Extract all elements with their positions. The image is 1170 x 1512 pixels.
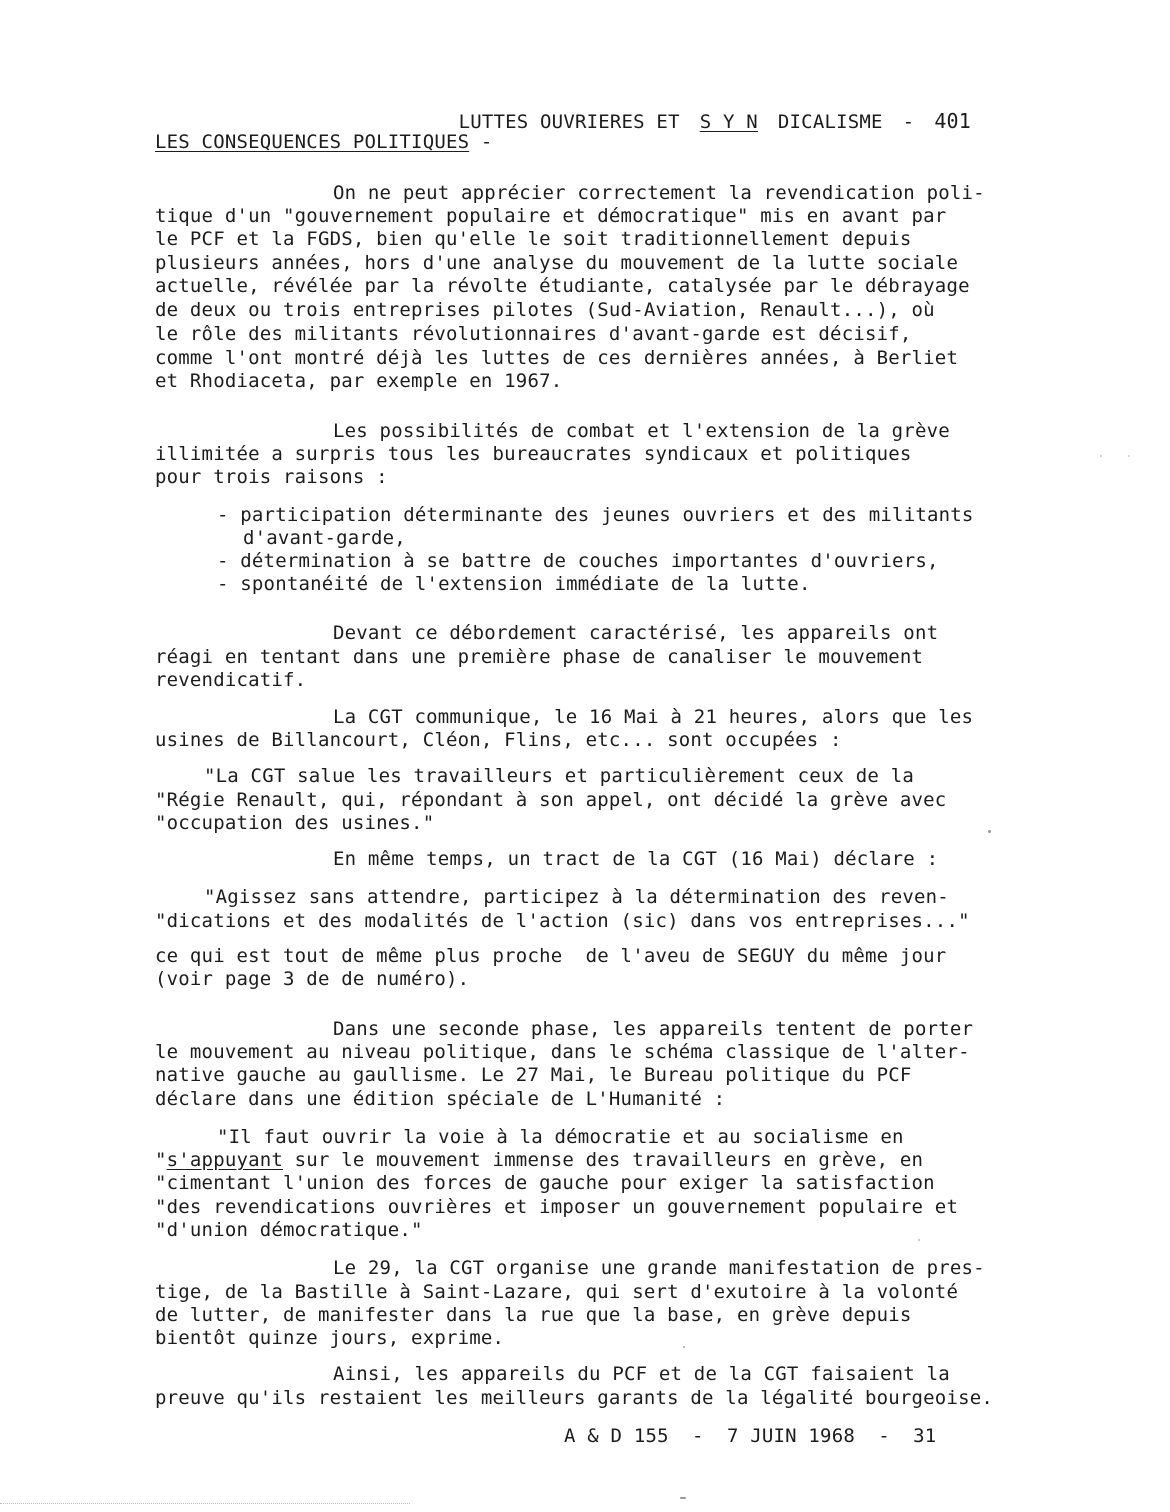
text-line: revendicatif. [155,669,307,691]
scan-speck [918,1239,920,1241]
quote-line: "Il faut ouvrir la voie à la démocratie et au socialisme en [217,1126,904,1148]
header-title-part1: LUTTES OUVRIERES ET [458,111,680,133]
list-item-continuation: d'avant-garde, [243,527,406,549]
text-line: tige, de la Bastille à Saint-Lazare, qui sert d'exutoire à la volonté [155,1281,959,1303]
header-title-part2: S Y N [699,111,758,133]
quote-line: "occupation des usines." [155,812,435,834]
text-line: tique d'un "gouvernement populaire et démocratique" mis en avant par [155,205,947,227]
text-line: le rôle des militants révolutionnaires d'avant-garde est décisif, [155,323,912,345]
quote-line: "dications et des modalités de l'action (sic) dans vos entreprises..." [155,910,970,932]
quote-line-rest: sur le mouvement immense des travailleurs en grève, en [283,1149,924,1171]
section-title-suffix: - [469,131,493,153]
quote-line: "Agissez sans attendre, participez à la détermination des reven- [204,886,949,908]
header-dash: - [902,111,915,133]
text-line: (voir page 3 de de numéro). [155,968,470,990]
quote-line: "Régie Renault, qui, répondant à son appel, ont décidé la grève avec [155,789,947,811]
quote-line: "cimentant l'union des forces de gauche pour exiger la satisfaction [155,1172,935,1194]
text-line: le mouvement au niveau politique, dans le schéma classique de l'alter- [155,1041,970,1063]
text-line: le PCF et la FGDS, bien qu'elle le soit traditionnellement depuis [155,228,912,250]
text-line: illimitée a surpris tous les bureaucrates syndicaux et politiques [155,443,912,465]
text-line: Dans une seconde phase, les appareils tentent de porter [333,1018,974,1040]
text-line: pour trois raisons : [155,466,388,488]
underlined-word: s'appuyant [166,1149,284,1171]
text-line: de deux ou trois entreprises pilotes (Sud-Aviation, Renault...), où [155,299,935,321]
text-line: et Rhodiaceta, par exemple en 1967. [155,370,563,392]
section-title: LES CONSEQUENCES POLITIQUES [155,131,470,153]
text-line: preuve qu'ils restaient les meilleurs garants de la légalité bourgeoise. [155,1387,994,1409]
text-line: comme l'ont montré déjà les luttes de ces dernières années, à Berliet [155,347,959,369]
text-line: On ne peut apprécier correctement la revendication poli- [333,182,985,204]
quote-line: "La CGT salue les travailleurs et particulièrement ceux de la [204,765,914,787]
header-page-number: 401 [934,109,972,133]
running-header [412,87,971,157]
header-title-part3: DICALISME [777,111,883,133]
list-item: - spontanéité de l'extension immédiate de la lutte. [217,573,811,595]
scan-speck [988,830,991,833]
quote-line: "des revendications ouvrières et imposer un gouvernement populaire et [155,1196,959,1218]
text-line: de lutter, de manifester dans la rue que la base, en grève depuis [155,1304,912,1326]
text-line: Le 29, la CGT organise une grande manifestation de pres- [333,1257,985,1279]
text-line: réagi en tentant dans une première phase de canaliser le mouvement [155,646,924,668]
list-item: - participation déterminante des jeunes ouvriers et des militants [217,504,974,526]
text-line: actuelle, révélée par la révolte étudiante, catalysée par le débrayage [155,275,970,297]
scan-speck [1100,455,1102,457]
scan-speck [680,1497,686,1499]
text-line: bientôt quinze jours, exprime. [155,1327,505,1349]
list-item: - détermination à se battre de couches importantes d'ouvriers, [217,550,939,572]
page-footer: A & D 155 - 7 JUIN 1968 - 31 [564,1425,937,1447]
text-line: La CGT communique, le 16 Mai à 21 heures, alors que les [333,706,974,728]
scan-speck [683,1346,685,1348]
quote-line [155,1149,923,1172]
scan-edge-dots [0,1503,410,1504]
text-line: Les possibilités de combat et l'extension de la grève [333,420,950,442]
text-line: ce qui est tout de même plus proche de l'aveu de SEGUY du même jour [155,945,947,967]
text-line: Ainsi, les appareils du PCF et de la CGT faisaient la [333,1363,950,1385]
quote-open-mark: " [155,1149,167,1171]
text-line: Devant ce débordement caractérisé, les appareils ont [333,622,939,644]
quote-line: "d'union démocratique." [155,1219,423,1241]
scan-speck [1128,455,1130,457]
text-line: déclare dans une édition spéciale de L'Humanité : [155,1088,726,1110]
text-line: plusieurs années, hors d'une analyse du mouvement de la lutte sociale [155,252,959,274]
text-line: En même temps, un tract de la CGT (16 Mai) déclare : [333,848,939,870]
text-line: native gauche au gaullisme. Le 27 Mai, le Bureau politique du PCF [155,1064,912,1086]
section-heading [155,131,493,154]
text-line: usines de Billancourt, Cléon, Flins, etc... sont occupées : [155,729,842,751]
